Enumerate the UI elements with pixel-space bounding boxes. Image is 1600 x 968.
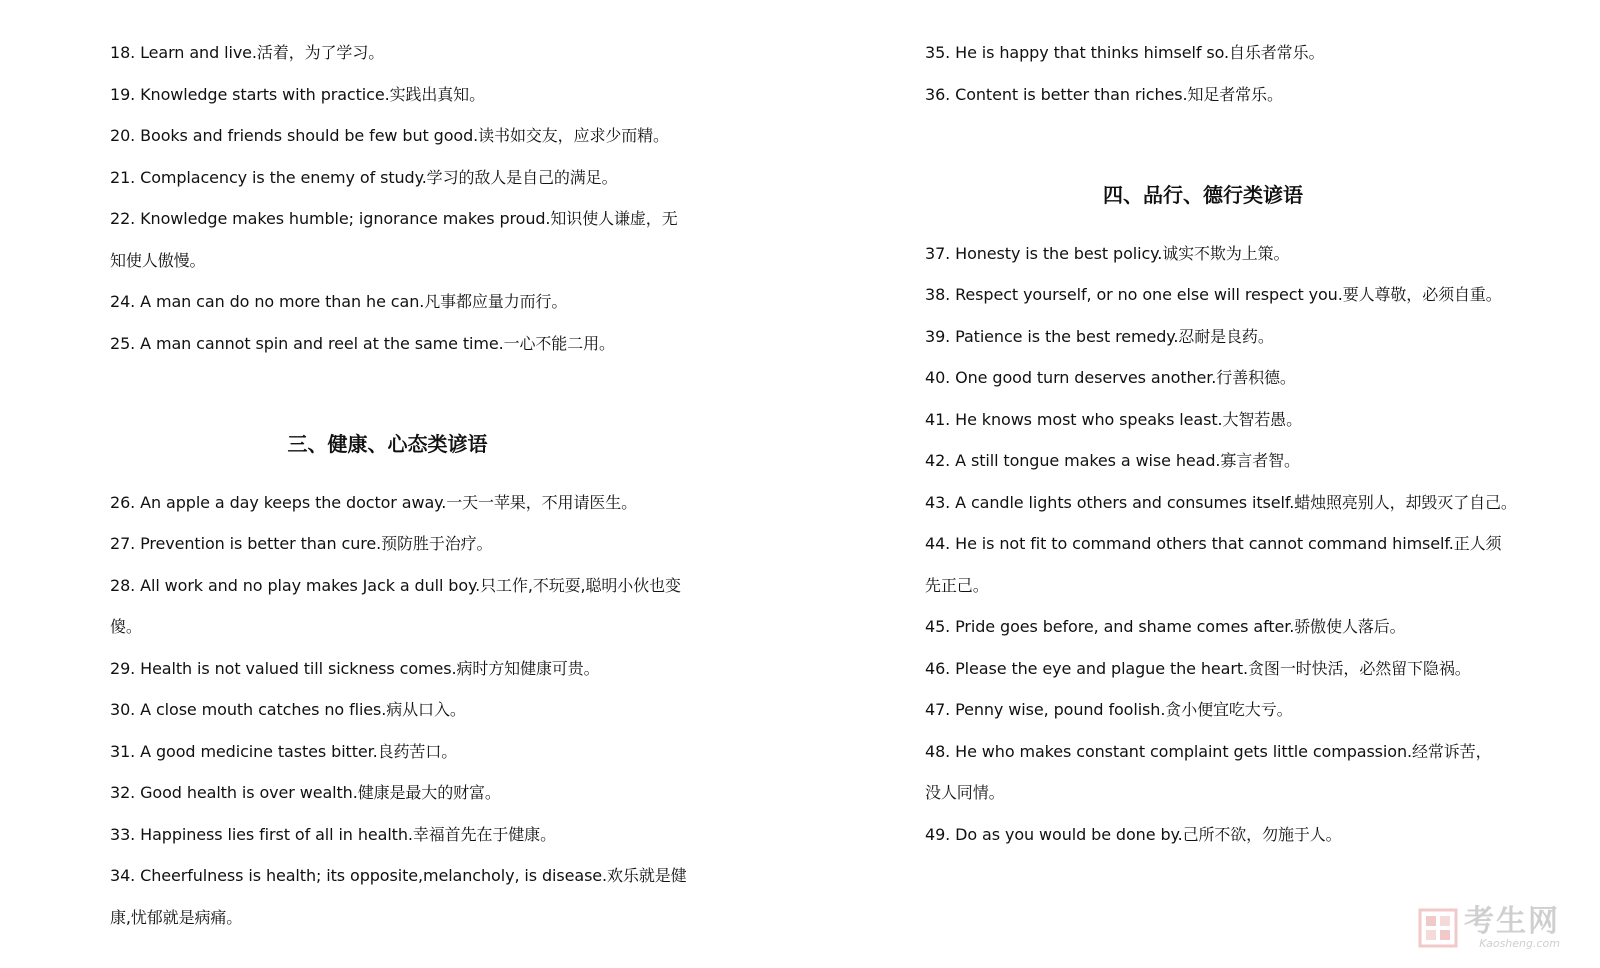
proverb-line: 27. Prevention is better than cure.预防胜于治疗。	[110, 534, 493, 553]
proverb-line-continued: 没人同情。	[925, 783, 1005, 802]
proverb-line: 18. Learn and live.活着，为了学习。	[110, 43, 385, 62]
kaosheng-logo-icon	[1418, 908, 1458, 948]
proverb-line: 42. A still tongue makes a wise head.寡言者智。	[925, 451, 1300, 470]
proverb-line: 39. Patience is the best remedy.忍耐是良药。	[925, 327, 1274, 346]
proverb-line: 36. Content is better than riches.知足者常乐。	[925, 85, 1283, 104]
proverb-line: 34. Cheerfulness is health; its opposite,melancholy, is disease.欢乐就是健	[110, 866, 687, 885]
watermark-text-cn: 考生网	[1464, 904, 1560, 939]
proverb-line: 38. Respect yourself, or no one else will respect you.要人尊敬，必须自重。	[925, 285, 1502, 304]
proverb-line: 32. Good health is over wealth.健康是最大的财富。	[110, 783, 501, 802]
proverb-line: 40. One good turn deserves another.行善积德。	[925, 368, 1296, 387]
proverb-line: 43. A candle lights others and consumes itself.蜡烛照亮别人，却毁灭了自己。	[925, 493, 1517, 512]
proverb-line: 22. Knowledge makes humble; ignorance makes proud.知识使人谦虚，无	[110, 209, 678, 228]
proverb-line: 24. A man can do no more than he can.凡事都应量力而行。	[110, 292, 568, 311]
proverb-line: 19. Knowledge starts with practice.实践出真知。	[110, 85, 485, 104]
proverb-line: 37. Honesty is the best policy.诚实不欺为上策。	[925, 244, 1290, 263]
proverb-line: 20. Books and friends should be few but good.读书如交友，应求少而精。	[110, 126, 669, 145]
proverb-line: 25. A man cannot spin and reel at the same time.一心不能二用。	[110, 334, 615, 353]
proverb-line: 47. Penny wise, pound foolish.贪小便宜吃大亏。	[925, 700, 1293, 719]
proverb-line: 21. Complacency is the enemy of study.学习的敌人是自己的满足。	[110, 168, 618, 187]
proverb-line-continued: 康,忧郁就是病痛。	[110, 908, 243, 927]
proverb-line-continued: 傻。	[110, 617, 142, 636]
proverb-line: 26. An apple a day keeps the doctor away.一天一苹果，不用请医生。	[110, 493, 638, 512]
section-heading-morality: 四、品行、德行类谚语	[1103, 183, 1303, 207]
proverb-line: 45. Pride goes before, and shame comes after.骄傲使人落后。	[925, 617, 1406, 636]
section-heading-health: 三、健康、心态类谚语	[287, 432, 488, 456]
proverb-line: 49. Do as you would be done by.己所不欲，勿施于人。	[925, 825, 1342, 844]
watermark-text-en: Kaosheng.com	[1479, 937, 1560, 950]
proverb-line-continued: 先正己。	[925, 576, 989, 595]
proverb-line-continued: 知使人傲慢。	[110, 251, 206, 270]
proverb-line: 41. He knows most who speaks least.大智若愚。	[925, 410, 1302, 429]
proverb-line: 28. All work and no play makes Jack a dull boy.只工作,不玩耍,聪明小伙也变	[110, 576, 681, 595]
watermark-text	[1464, 906, 1560, 950]
proverb-line: 44. He is not fit to command others that cannot command himself.正人须	[925, 534, 1502, 553]
proverb-line: 48. He who makes constant complaint gets little compassion.经常诉苦，	[925, 742, 1492, 761]
proverb-line: 35. He is happy that thinks himself so.自乐者常乐。	[925, 43, 1325, 62]
watermark	[1418, 906, 1560, 950]
proverb-line: 29. Health is not valued till sickness comes.病时方知健康可贵。	[110, 659, 600, 678]
proverb-line: 46. Please the eye and plague the heart.贪图一时快活，必然留下隐祸。	[925, 659, 1471, 678]
proverb-line: 30. A close mouth catches no flies.病从口入。	[110, 700, 466, 719]
proverb-line: 33. Happiness lies first of all in health.幸福首先在于健康。	[110, 825, 556, 844]
proverb-line: 31. A good medicine tastes bitter.良药苦口。	[110, 742, 458, 761]
